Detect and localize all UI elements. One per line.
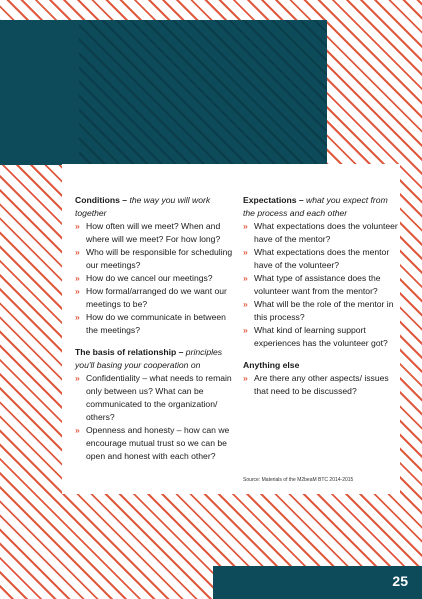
right-column xyxy=(243,194,401,407)
bullet-mark: » xyxy=(243,273,248,283)
bullet-mark: » xyxy=(75,425,80,435)
bullet-list xyxy=(243,372,401,398)
list-item: » Openness and honesty – how can we encourage mutual trust so we can be open and honest with each other? xyxy=(75,425,230,461)
bullet-mark: » xyxy=(75,221,80,231)
bullet-mark: » xyxy=(75,273,80,283)
bullet-list xyxy=(243,220,401,350)
list-item: » Confidentiality – what needs to remain only between us? What can be communicated to the organization/ others? xyxy=(75,373,232,422)
footer-bar xyxy=(213,566,422,599)
list-item: » How do we cancel our meetings? xyxy=(75,273,213,283)
section-relationship xyxy=(75,346,233,463)
bullet-list xyxy=(75,220,233,337)
left-column xyxy=(75,194,233,472)
bullet-mark: » xyxy=(243,247,248,257)
section-heading: Conditions – the way you will work together xyxy=(75,195,211,218)
page-number: 25 xyxy=(392,573,408,589)
bullet-mark: » xyxy=(75,247,80,257)
bullet-mark: » xyxy=(243,325,248,335)
bullet-mark: » xyxy=(75,373,80,383)
section-heading: Anything else xyxy=(243,360,300,370)
list-item: » What expectations does the volunteer have of the mentor? xyxy=(243,221,398,244)
bullet-list xyxy=(75,372,233,463)
list-item: » What will be the role of the mentor in this process? xyxy=(243,299,394,322)
section-anything-else xyxy=(243,359,401,398)
list-item: » How often will we meet? When and where will we meet? For how long? xyxy=(75,221,221,244)
section-heading: The basis of relationship – principles you'll basing your cooperation on xyxy=(75,347,223,370)
bullet-mark: » xyxy=(75,312,80,322)
list-item: » How do we communicate in between the meetings? xyxy=(75,312,226,335)
list-item: » Who will be responsible for scheduling our meetings? xyxy=(75,247,233,270)
list-item: » What kind of learning support experiences has the volunteer got? xyxy=(243,325,388,348)
bullet-mark: » xyxy=(75,286,80,296)
list-item: » What type of assistance does the volunteer want from the mentor? xyxy=(243,273,381,296)
section-expectations xyxy=(243,194,401,350)
list-item: » Are there any other aspects/ issues that need to be discussed? xyxy=(243,373,389,396)
bullet-mark: » xyxy=(243,299,248,309)
teal-header-block xyxy=(79,20,327,165)
section-heading: Expectations – what you expect from the process and each other xyxy=(243,195,388,218)
bullet-mark: » xyxy=(243,373,248,383)
teal-side-block xyxy=(0,20,79,165)
source-note: Source: Materials of the M2beaM BTC 2014-2015 xyxy=(243,477,354,483)
content-panel xyxy=(62,164,400,494)
list-item: » How formal/arranged do we want our meetings to be? xyxy=(75,286,227,309)
section-conditions xyxy=(75,194,233,337)
list-item: » What expectations does the mentor have of the volunteer? xyxy=(243,247,390,270)
bullet-mark: » xyxy=(243,221,248,231)
